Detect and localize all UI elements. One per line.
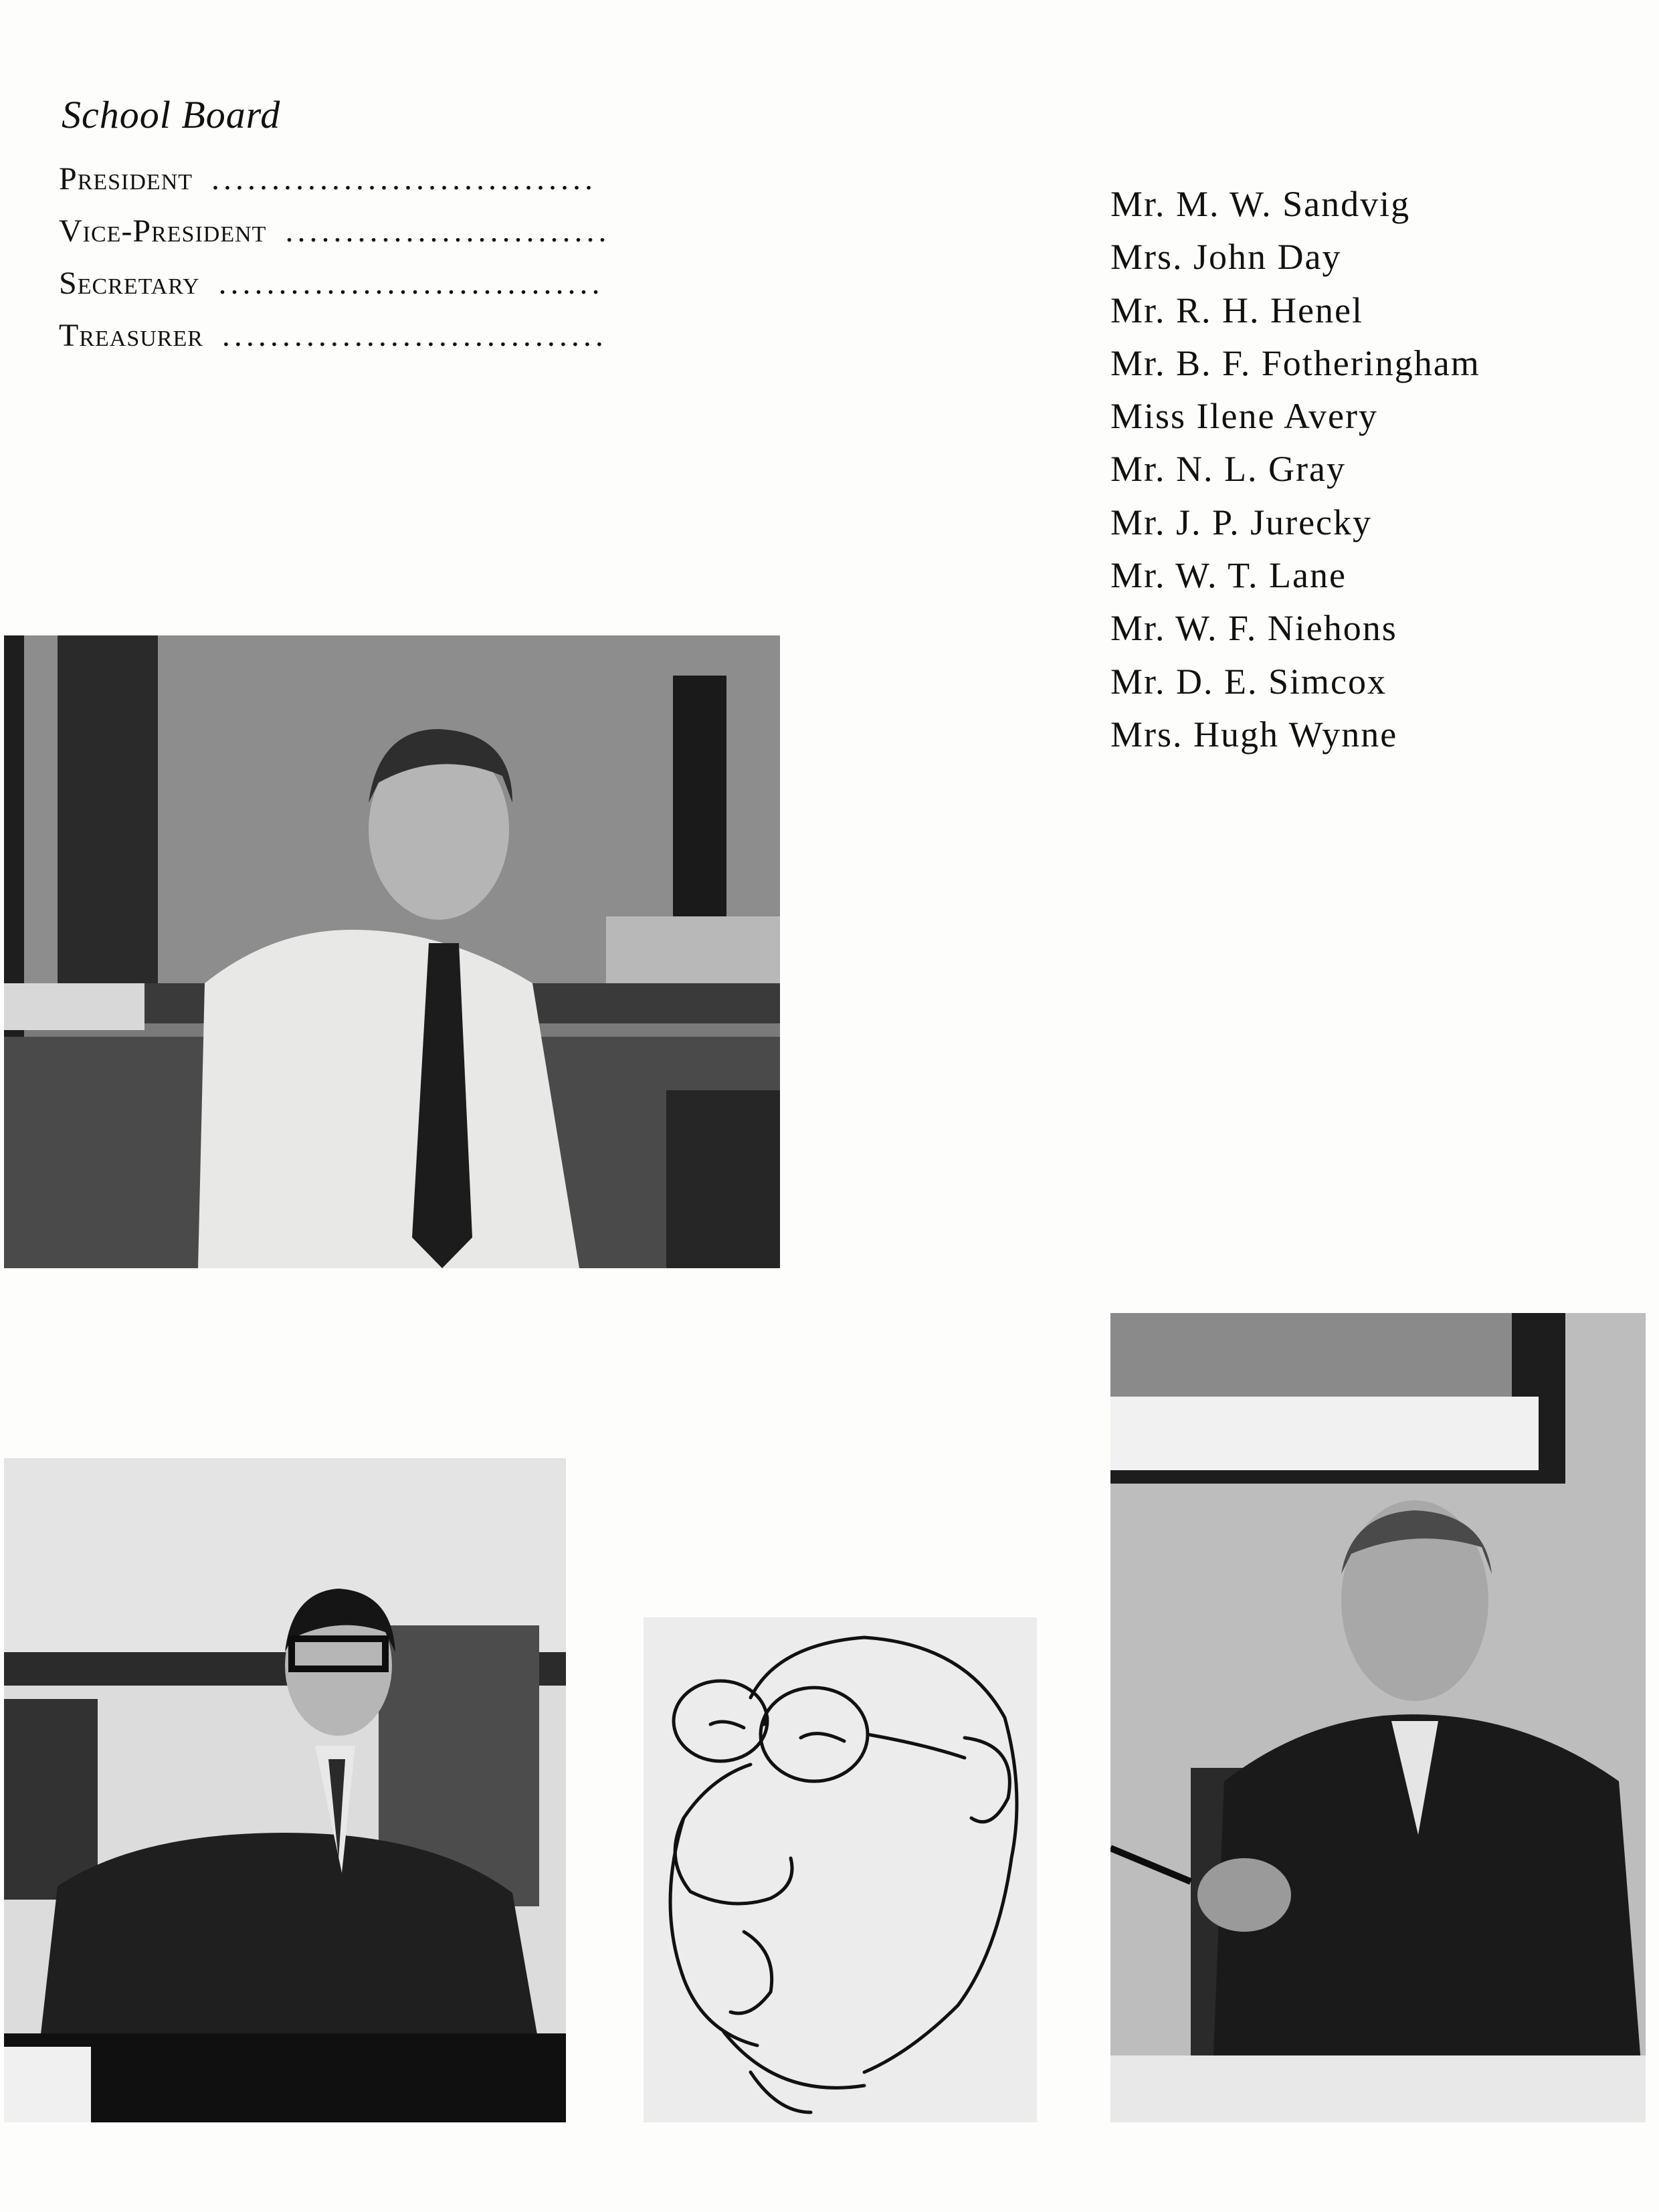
member-name: Mrs. Hugh Wynne (1110, 714, 1398, 755)
dot-leader: ................................ (211, 161, 597, 197)
photo-man-seated (4, 1458, 566, 2122)
officer-title: Vice-President (59, 213, 267, 249)
member-name: Mr. D. E. Simcox (1110, 661, 1387, 702)
member-name: Mr. W. F. Niehons (1110, 608, 1397, 649)
member-name: Mr. R. H. Henel (1110, 290, 1363, 330)
member-list (1110, 178, 1480, 761)
member-name: Mr. J. P. Jurecky (1110, 502, 1373, 542)
officer-row-secretary (59, 265, 604, 302)
dot-leader: ................................ (221, 318, 607, 353)
member-name: Mr. M. W. Sandvig (1110, 184, 1411, 224)
officer-title: Treasurer (59, 318, 203, 353)
officer-title: Secretary (59, 266, 200, 301)
officer-row-president (59, 161, 597, 197)
dot-leader: ................................ (218, 266, 604, 301)
officer-title: President (59, 161, 193, 197)
member-name: Mr. N. L. Gray (1110, 449, 1346, 490)
caricature-drawing (644, 1617, 1037, 2122)
photo-man-with-pen (1110, 1313, 1646, 2122)
officer-row-vice-president (59, 213, 610, 249)
photo-man-standing (4, 635, 780, 1268)
member-name: Mr. B. F. Fotheringham (1110, 342, 1480, 383)
member-name: Mrs. John Day (1110, 237, 1342, 278)
officer-row-treasurer (59, 317, 607, 354)
member-name: Mr. W. T. Lane (1110, 555, 1347, 596)
member-name: Miss Ilene Avery (1110, 396, 1378, 437)
dot-leader: ........................... (285, 213, 611, 249)
section-heading: School Board (62, 93, 281, 136)
